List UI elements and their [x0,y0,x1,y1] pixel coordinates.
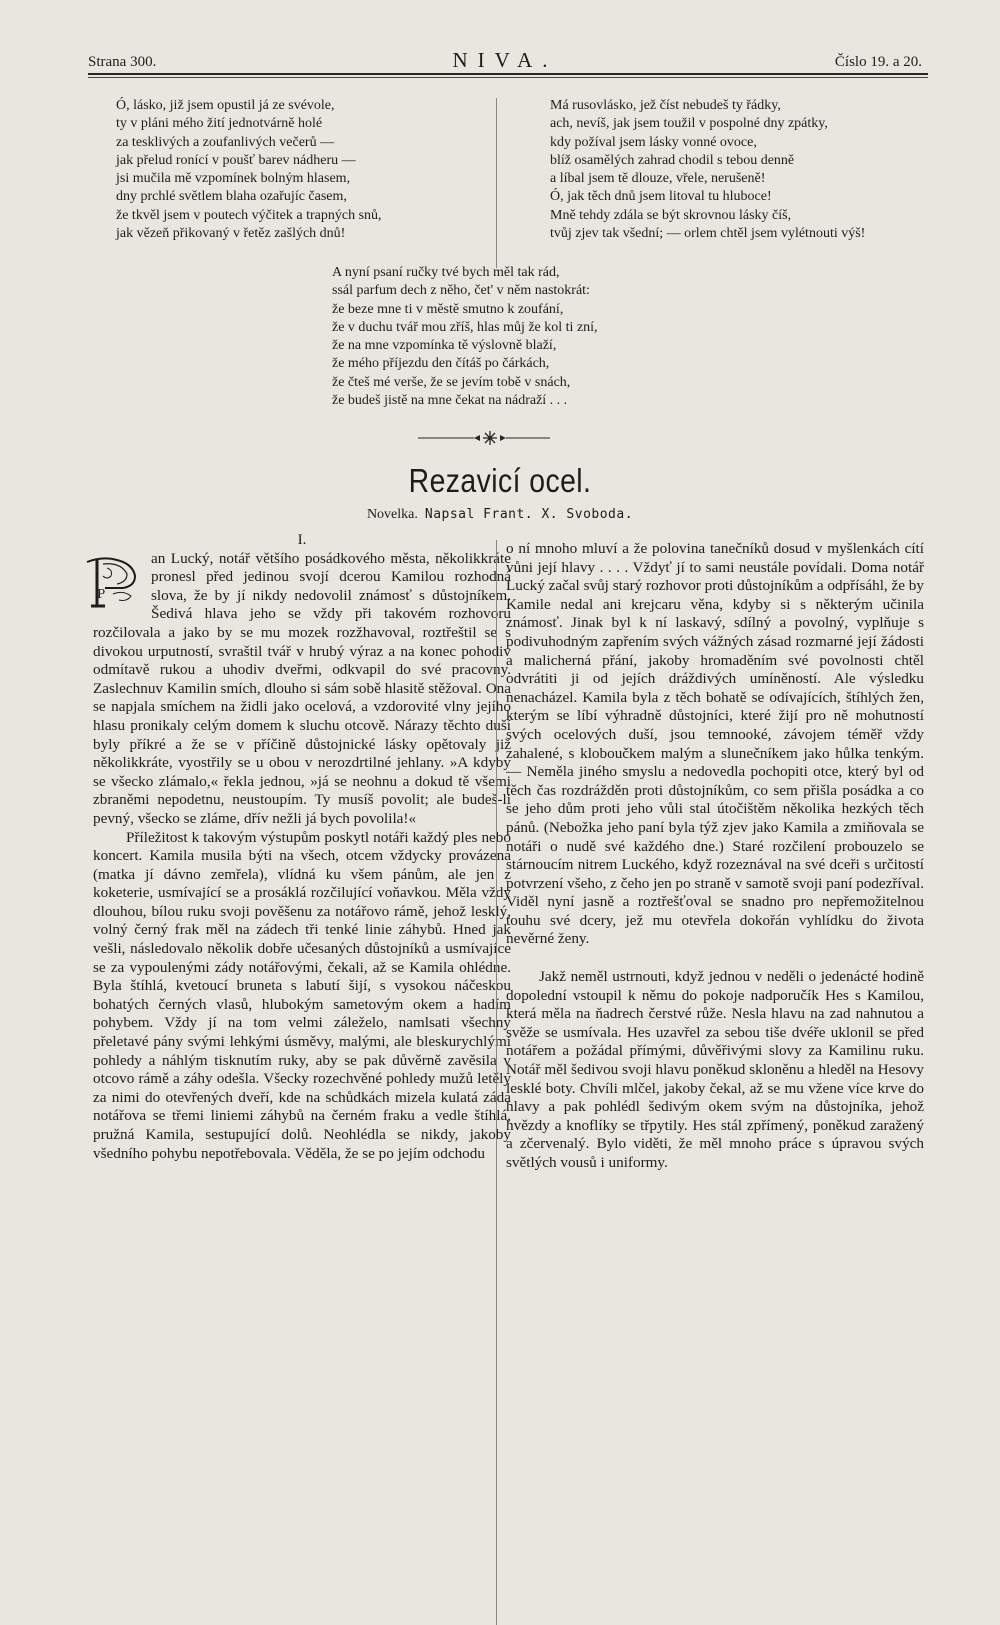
page-number: Strana 300. [88,54,157,70]
poem-line: kdy požíval jsem lásky vonné ovoce, [550,134,757,150]
poem-line: že na mne vzpomínka tě výslovně blaží, [332,338,557,354]
poem-line: že budeš jistě na mne čekat na nádraží . . . [332,393,568,409]
poem-line: za tesklivých a zoufanlivých večerů — [116,134,335,150]
poem-line: dny prchlé světlem blaha ozařujíc časem, [116,189,347,205]
poem-line: tvůj zjev tak všední; — orlem chtěl jsem vylétnouti výš! [550,226,866,242]
poem-stanza-right [550,97,865,243]
story-author: Napsal Frant. X. Svoboda. [424,507,634,522]
poem-line: že v duchu tvář mou zříš, hlas můj že kol ti zní, [332,319,598,335]
poem-line: ach, nevíš, jak jsem toužil v pospolné dny zpátky, [550,116,828,132]
poem-line: ssál parfum dech z něho, čet' v něm nastokrát: [332,283,590,299]
dropcap-ornament-icon [83,554,145,614]
dropcap [83,554,145,614]
story-byline [0,507,1000,523]
section-ornament [400,428,580,448]
poem-line: A nyní psaní ručky tvé bych měl tak rád, [332,265,560,280]
magazine-name: NIVA. [452,48,558,72]
poem-divider [496,98,497,268]
poem-line: jak přelud ronící v poušť barev nádheru — [116,152,356,168]
chapter-number: I. [297,531,307,548]
story-paragraph: an Lucký, notář většího posádkového města, několikkráte pronesl před jedinou svojí dcerou Kamilou rozhodná slova, že by jí nikdy nedovolil známosť s důstojníkem. Šedivá hlava jeho se vždy při takovém rozhovoru rozčilovala a jako by se mu mozek rozžhavoval, roztřeštil se s divokou urputností, svraštil tvář v hrubý výraz a na konec pohodiv odmítavě rukou a uhodiv dveřmi, odkvapil do své pracovny. Zaslechnuv Kamilin smích, dlouho si sám sobě hlasitě stěžoval. Ona se napjala smíchem na židli jako ocelová, a vzdorovité vlny jejího hlasu pronikaly celým domem k sluchu otcově. Nárazy těchto duší byly příkré a že se v příčině důstojnické lásky opětovaly již několikkráte, vyostřily se u obou v nerozdrtilné jehlany. »A kdyby se všecko zlámalo,« řekla jednou, »já se neohnu a dokud tě všemi zbraněmi nepodetnu, neustoupím. Ty musíš povolit; ale budeš-li pevný, všecko se zláme, dřív nežli já bych povolila!« [93,549,511,827]
poem-line: jak vězeň přikovaný v řetěz zašlých dnů! [116,226,346,242]
story-column-left [93,531,511,1163]
story-paragraph: Příležitost k takovým výstupům poskytl notáři každý ples nebo koncert. Kamila musila býti na všech, otcem vždycky provázena (matka jí dávno zemřela), vlídná ku všem pánům, ale jen z koketerie, usmívající se a prosáklá rozčilující voňavkou. Měla vždy dlouhou, bílou ruku svoji pověšenu za notářovo rámě, jehož lesklý, volný černý frak měl na zádech tři tenké linie záhybů. Hned jak vešli, následovalo několik dobře učesaných důstojníků a usmívajíce se za vypoulenými zády notářovými, čekali, až se Kamila ohlédne. Byla štíhlá, kvetoucí bruneta s labutí šijí, s vysokou náčeskou bohatých černých vlasů, hlubokým sametovým okem a hadím pohybem. Vždy jí na tom velmi záleželo, namlsati všechny přeletavé pány svými lehkými úsměvy, malými, ale bleskurychlými pohledy a náhlým tisknutím ruky, aby se pak důvěrně zavěsila v otcovo rámě a záhy odešla. Všecky rozechvěné pohledy mužů letěly za nimi do otevřených dveří, kde na schůdkách mizela kulatá záda notářova se třemi liniemi záhybů na černém fraku a vedle štíhlá, pružná Kamila, sestupující dolů. Neohlédla se nikdy, jakoby všedního pohybu nepotřebovala. Věděla, že se po jejím odchodu [93,828,511,1162]
story-column-right [506,540,924,1173]
story-genre: Novelka. [366,507,418,522]
svg-text:P: P [97,586,106,601]
poem-line: Ó, jak těch dnů jsem litoval tu hluboce! [550,189,772,205]
poem-stanza-center [332,264,598,410]
poem-line: blíž osamělých zahrad chodil s tebou denně [550,152,795,168]
header-rule-thin [88,77,928,78]
story-paragraph: Jakž neměl ustrnouti, když jednou v neděli o jedenácté hodině dopolední vstoupil k němu do pokoje nadporučík Hes s Kamilou, která měla na ňadrech čerstvé růže. Nesla hlavu na zad nahnutou a svěže se usmívala. Hes uzavřel za sebou tiše dvéře uklonil se před notářem a požádal přímými, důvěřivými slovy za Kamilinu ruku. Notář měl šedivou svoji hlavu poněkud skloněnu a hleděl na Hesovy lesklé boty. Chvíli mlčel, jakoby čekal, až se mu vžene více krve do hlavy a pak pohlédl šedivým okem svým na důstojníka, jehož hvězdy a knoflíky se třpytily. Hes stál zpřímený, poněkud zaražený a zčervenalý. Bylo viděti, že měl mnoho práce s úpravou svých světlých vousů i uniformy. [506,968,924,1171]
header-rule [88,73,928,75]
poem-line: jsi mučila mě vzpomínek bolným hlasem, [116,171,351,187]
poem-line: že tkvěl jsem v poutech výčitek a trapných snů, [116,207,382,223]
page-header [88,50,922,74]
story-paragraph: o ní mnoho mluví a že polovina tanečníků dosud v myšlenkách cítí vůni její hlavy . . . . Vždyť jí to sami neustále povídali. Doma notář Lucký začal svůj starý rozhovor proti důstojníkům a odpřísáhl, že by Kamile nedal ani krejcaru věna, kdyby si s některým učinila známosť. Jinak byl k ní laskavý, sdílný a povolný, vyplňuje s podivuhodným zapřením svých vážných zásad rozmarné její žádosti a malicherná přání, jakoby hromaděním své povolnosti chtěl odvrátiti ji od jejích dráždivých umíněností. Ale výsledku nenacházel. Kamila byla z těch bohatě se odívajících, štíhlých žen, kterým se líbí výhradně důstojníci, které žijí pro ně mohutností svých ocelových duší, jsou temnooké, závojem téměř vždy zahalené, s kloboučkem malým a slunečníkem jako hůlka tenkým. — Neměla jiného smyslu a nedovedla pochopiti otce, který byl od těch čas rozdrážděn proti důstojníkům, co sem přišla posádka a co se jeho dům proti jeho vůli stal útočištěm několika hezkých těch pánů. (Nebožka jeho paní byla týž zjev jako Kamila a zmiňovala se notáři o nudě své každého dne.) Staré rozčilení probouzelo se stárnoucím nitrem Luckého, když rozeznával na své dceři s určitostí potvrzení všeho, z čeho jen po straně v samotě svoji paní podezříval. Viděl nyní jasně a roztřešťoval se snadno pro nepřemožitelnou touhu své dcery, jež mu otevřela dokořán vyhlídku do života nevěrné ženy. [506,540,924,948]
poem-line: že beze mne ti v městě smutno k zoufání, [332,301,564,317]
poem-line: Mně tehdy zdála se být skrovnou lásky číš, [550,207,792,223]
poem-stanza-left [116,97,382,243]
column-divider [496,540,497,1625]
poem-line: že čteš mé verše, že se jevím tobě v snách, [332,374,571,390]
issue-number: Číslo 19. a 20. [834,54,922,70]
poem-line: ty v pláni mého žití jednotvárně holé [116,116,323,132]
poem-line: Má rusovlásko, jež číst nebudeš ty řádky, [550,98,781,113]
poem-line: a líbal jsem tě dlouze, vřele, nerušeně! [550,171,766,187]
story-title: Rezavicí ocel. [408,462,592,499]
poem-line: Ó, lásko, již jsem opustil já ze svévole, [116,98,335,113]
poem-line: že mého příjezdu den čítáš po čárkách, [332,356,550,372]
